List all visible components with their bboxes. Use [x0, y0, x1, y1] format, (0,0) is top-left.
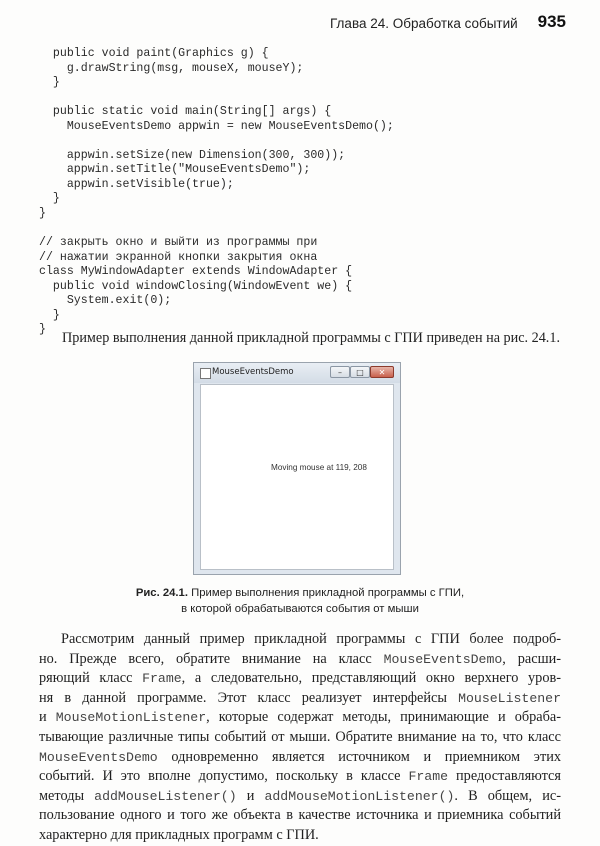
text: пользование одного и того же объекта в качестве источника и приемника событий	[39, 807, 561, 824]
text: ряющий класс	[39, 670, 143, 687]
code-line: }	[39, 76, 60, 90]
code-inline: MouseMotionListener	[55, 710, 207, 726]
code-listing	[39, 47, 394, 338]
code-inline: MouseEventsDemo	[39, 749, 158, 765]
figure-caption	[0, 585, 600, 617]
chapter-title: Глава 24. Обработка событий	[330, 16, 518, 31]
caption-line1: Пример выполнения прикладной программы с ГПИ,	[187, 587, 465, 599]
code-line: public void paint(Graphics g) {	[39, 47, 269, 60]
para-line	[39, 826, 561, 846]
caption-line2: в которой обрабатываются события от мыши	[181, 603, 419, 615]
para-line	[39, 728, 561, 748]
para-line	[39, 806, 561, 826]
code-line: MouseEventsDemo appwin = new MouseEventsDemo();	[39, 119, 394, 133]
code-line: }	[39, 308, 60, 322]
para-line	[39, 708, 561, 728]
code-line: }	[39, 192, 60, 206]
para-line	[39, 669, 561, 689]
intro-text: Пример выполнения данной прикладной программы с ГПИ приведен на рис. 24.1.	[62, 330, 560, 346]
code-line: }	[39, 207, 46, 221]
page-header	[0, 12, 600, 34]
text: и	[39, 709, 56, 726]
para-line	[39, 767, 561, 787]
text: ня в данной программе. Этот класс реализует интерфейсы	[39, 689, 459, 706]
code-line	[39, 134, 394, 149]
code-line: appwin.setVisible(true);	[39, 177, 234, 191]
body-paragraph	[39, 630, 561, 846]
page-number: 935	[537, 12, 566, 31]
text: характерно для прикладных программ с ГПИ.	[39, 826, 319, 843]
code-line: public static void main(String[] args) {	[39, 105, 332, 119]
code-line: // закрыть окно и выйти из программы при	[39, 236, 318, 250]
code-inline: Frame	[142, 671, 182, 687]
code-inline: addMouseListener()	[94, 788, 237, 804]
code-line: public void windowClosing(WindowEvent we) {	[39, 279, 353, 293]
mouse-message: Moving mouse at 119, 208	[271, 463, 367, 472]
text: , которые содержат методы, принимающие и обраба-	[206, 709, 561, 726]
para-line	[39, 689, 561, 709]
window-client-area	[200, 384, 394, 570]
code-line: g.drawString(msg, mouseX, mouseY);	[39, 61, 304, 75]
code-line	[39, 222, 394, 237]
code-inline: MouseEventsDemo	[383, 651, 503, 667]
app-icon	[200, 368, 211, 379]
text: методы	[39, 787, 95, 804]
text: тывающие различные типы событий от мыши. Обратите внимание на то, что класс	[39, 728, 561, 745]
para-line	[39, 787, 561, 807]
text: , расши-	[502, 650, 561, 667]
code-inline: MouseListener	[458, 690, 561, 706]
text: Рассмотрим данный пример прикладной программы с ГПИ более подроб-	[61, 631, 561, 647]
para-line	[39, 748, 561, 768]
text: , а следовательно, представляющий окно верхнего уров-	[181, 670, 561, 687]
text: и	[236, 787, 265, 804]
close-button[interactable]: ✕	[370, 366, 394, 378]
code-line: System.exit(0);	[39, 294, 172, 308]
minimize-button[interactable]: –	[330, 366, 350, 378]
text: событий. И это вполне допустимо, поскольку в классе	[39, 768, 409, 785]
caption-label: Рис. 24.1.	[135, 587, 188, 599]
window-titlebar	[194, 363, 400, 383]
code-line: appwin.setSize(new Dimension(300, 300));	[39, 148, 346, 162]
text: но. Прежде всего, обратите внимание на класс	[39, 650, 384, 667]
code-line: appwin.setTitle("MouseEventsDemo");	[39, 163, 311, 177]
code-line: // нажатии экранной кнопки закрытия окна	[39, 250, 318, 264]
para-line	[39, 630, 561, 650]
code-inline: Frame	[408, 769, 449, 785]
code-line: class MyWindowAdapter extends WindowAdapter {	[39, 265, 353, 279]
window-title: MouseEventsDemo	[212, 367, 294, 377]
code-inline: addMouseMotionListener()	[264, 788, 455, 804]
maximize-button[interactable]: □	[350, 366, 370, 378]
para-line	[39, 650, 561, 670]
code-line	[39, 91, 394, 106]
text: предоставляются	[448, 768, 561, 785]
text: . В общем, ис-	[454, 787, 561, 804]
code-line: }	[39, 323, 46, 337]
text: одновременно является источником и приемником этих	[157, 748, 561, 765]
